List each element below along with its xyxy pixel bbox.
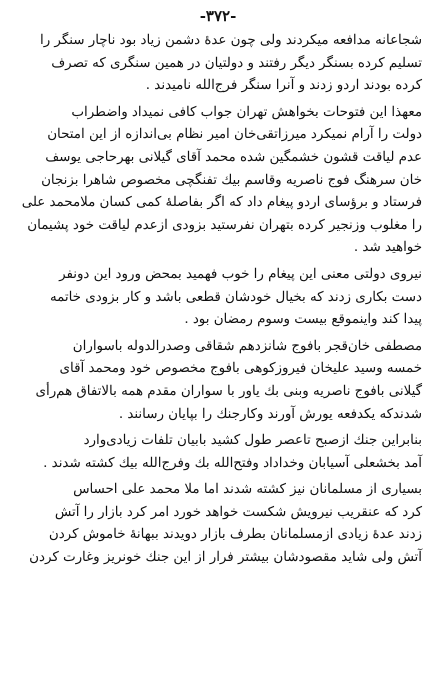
- paragraph-3: نیروی دولتی معنی این پیغام را خوب فهمید بمحض ورود این دونفر دست بکاری زدند که بخیال خودشان قطعی باشد و کار بزودی خاتمه پیدا کند واینموقع بیست وسوم رمضان بود .: [49, 266, 422, 328]
- body-text: [14, 30, 422, 574]
- paragraph-4: مصطفی خان‌قجر بافوج شانزدهم شقاقی وصدرالدوله باسواران خمسه وسید علیخان فیروزکوهی بافوج مخصوص خود ومحمد آقای گیلانی بافوج ناصریه وبنی بك یاور با سواران مقدم همه بالاتفاق هم‌رأی شدندکه یکدفعه یورش آورند وکارجنك را بپایان رسانند .: [35, 338, 422, 422]
- paragraph-1: شجاعانه مدافعه میکردند ولی چون عدهٔ دشمن زیاد بود ناچار سنگر را تسلیم کرده بسنگر دیگر رفتند و دولتیان در همین سنگری که تصرف کرده بودند اردو زدند و آنرا سنگر فرج‌الله نامیدند .: [39, 33, 422, 94]
- page-number: -۳۷۲-: [199, 7, 237, 25]
- paragraph-6: بسیاری از مسلمانان نیز کشته شدند اما ملا محمد علی احساس کرد که عنقریب نیرویش شکست خواهد خورد امر کرد بازار را آتش زدند عدهٔ زیادی ازمسلمانان بطرف بازار دویدند ببهانهٔ خاموش کردن آتش ولی شاید مقصودشان بیشتر فرار از این جنك خونریز وغارت کردن: [29, 482, 422, 566]
- paragraph-5: بنابراین جنك ازصبح تاعصر طول کشید بابیان تلفات زیادی‌وارد آمد بخشعلی آسیابان وخداداد وفتح‌الله بك وفرج‌الله بیك کشته شدند .: [43, 433, 422, 471]
- paragraph-2: معهذا این فتوحات بخواهش تهران جواب کافی نمیداد واضطراب دولت را آرام نمیکرد میرزاتقی‌خان امیر نظام بی‌اندازه از این امتحان عدم لیاقت قشون خشمگین شده محمد آقای گیلانی بهرحاجی یوسف خان سرهنگ فوج ناصریه وقاسم بیك تفنگچی مخصوص شاهرا بزنجان فرستاد و برؤسای اردو پیغام داد که اگر بفاصلهٔ کمی کسان ملامحمد علی را مغلوب وزنجیر کرده بتهران نفرستید بزودی ازعدم لیاقت خود پشیمان خواهید شد .: [21, 104, 422, 256]
